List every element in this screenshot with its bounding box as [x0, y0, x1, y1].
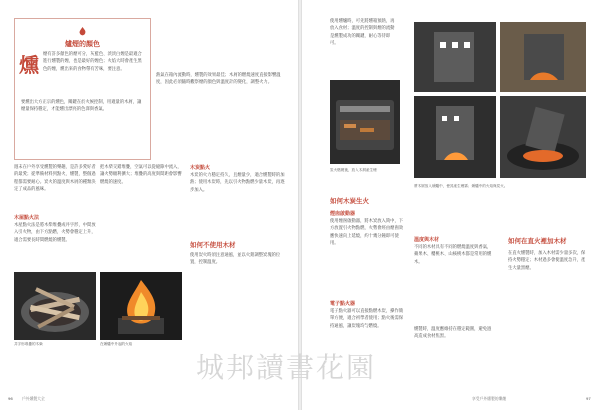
column-r2-text: 不同的木材具有不同的燃燒溫度與香氣，蘋果木、櫻桃木、山核桃木都是常用的燻木。: [414, 245, 492, 265]
photo-chimney-1: [414, 22, 496, 92]
page-number-right: 97: [586, 396, 591, 401]
section-heading-add-wood: 如何在直火裡加木材: [508, 237, 567, 245]
section-heading-no-wood: 如何不使用木材: [190, 241, 236, 249]
subhead-electric-starter: 電子點火器: [330, 301, 356, 307]
caption-chimney: 將木屑放入燻爐中，使其產生煙霧；燻爐中的火焰與炭火。: [414, 184, 508, 188]
section-heading-charcoal-fire: 如何木炭生火: [330, 197, 369, 205]
chimney-image-1: [414, 22, 496, 92]
photo-chimney-3: [414, 96, 496, 178]
subhead-chimney-starter: 煙囪啟動器: [330, 211, 356, 217]
column-r1-text: 使用燻爐時，可先將燻箱預熱，再放入食材；溫度的控制與煙的流動是燻製成功的關鍵，耐心等待即可。: [330, 19, 395, 47]
column-r1c-text: 電子點火器可以直接點燃木炭，操作簡單方便，適合初學者使用；點火後需保持通風，讓炭塊均勻燃燒。: [330, 309, 404, 329]
photo-chimney-2: [500, 22, 586, 92]
column-r2-text-2: 燻製時，溫度應維持在穩定範圍，避免過高造成食材焦黑。: [414, 327, 492, 340]
column-a2-text: 木屋點火法是將木柴堆疊成井字形，中間放入引火物，由下方點燃，火勢會穩定上升，適合需要長時間燃燒的燻製。: [14, 223, 96, 243]
caption-grill: 炭火燃燒後，放入木屑產生煙: [330, 168, 377, 172]
caption-wood: 井字形堆疊的木柴: [14, 342, 43, 346]
box-text-2: 要燻出大方正宗的燻色，關鍵在於火候控制，用適量的木屑，讓煙量保持穩定，才能燻出漂亮的色澤與香氣。: [21, 100, 142, 113]
column-r1b-text: 使用煙囪啟動器，將木炭放入筒中，下方放置引火物點燃，火勢會經由煙囪效應快速向上延燒，約十幾分鐘即可使用。: [330, 219, 404, 247]
photo-chimney-4: [500, 96, 586, 178]
photo-fire: [100, 272, 182, 340]
chimney-image-3: [414, 96, 496, 178]
sidebar-box: [14, 18, 151, 160]
wood-stack-image: [14, 272, 96, 340]
chimney-image-4: [500, 96, 586, 178]
column-c-text-2: 使用炭火時須注意通風，並以火鉗調整炭塊的位置，控制溫度。: [190, 253, 281, 266]
column-c-text: 木炭的火力穩定持久，且煙量少，適合燻製時的加熱；使用木炭時，先以引火物點燃少量木炭，再逐步加入。: [190, 173, 285, 193]
photo-stacked-wood: [14, 272, 96, 340]
column-a-text: 週末在戶外享受燻製的樂趣，是許多愛好者的最愛；從準備材料到點火、燻製，整個過程都需要耐心。炭火的溫度與木屑的種類決定了成品的風味。: [14, 165, 96, 193]
page-number-left: 96: [8, 396, 13, 401]
subhead-charcoal: 木炭點火: [190, 165, 211, 171]
subhead-temperature: 溫度與木材: [414, 237, 440, 243]
subhead-log-cabin: 木屋點火法: [14, 215, 40, 221]
column-text-top: 熱氣在箱內流動時，燻製的效果最佳；木屑的燃燒速度直接影響溫度，因此必須隨時觀察煙的顏色與溫度計的變化，調整火力。: [156, 73, 281, 86]
caption-fire: 在燻爐中升起的火焰: [100, 342, 133, 346]
footer-right: 享受戶外燻製的樂趣: [472, 396, 507, 401]
flame-icon: [78, 27, 87, 36]
column-r3-text: 在直火燻製時，加入木材需少量多次，保持火勢穩定；木材過多會使溫度急升，產生大量黑煙。: [508, 251, 586, 271]
footer-left: 戶外燻製大全: [22, 396, 45, 401]
grill-image: [330, 80, 400, 164]
box-title: 爐煙的顏色: [65, 40, 100, 48]
chimney-image-2: [500, 22, 586, 92]
drop-cap: 燻: [19, 53, 39, 77]
box-text: 煙有許多顏色的煙可分，灰藍色、淡淡白煙是最適合進行燻製的煙，也是最好的煙色；火焰大時會產生黑色的煙，燻出來的食物帶有苦味，要注意。: [43, 52, 142, 72]
watermark: 城邦讀書花園: [196, 351, 377, 384]
photo-grill: [330, 80, 400, 164]
fire-image: [100, 272, 182, 340]
column-b-text: 把木柴交錯堆疊，空氣可以從縫隙中流入，讓火勢順利擴大；堆疊的高度與間距會影響燃燒的速度。: [100, 165, 182, 185]
